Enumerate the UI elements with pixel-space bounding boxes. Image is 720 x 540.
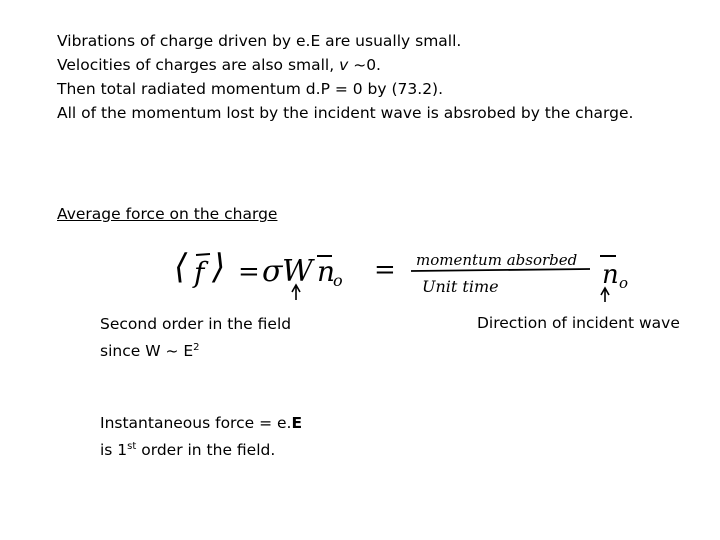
formula-numerator: momentum absorbed [416, 251, 578, 269]
instantaneous-line-1: Instantaneous force = e.E [100, 414, 303, 432]
second-order-note [100, 312, 291, 363]
direction-note: Direction of incident wave [477, 314, 680, 332]
second-order-line-2: since W ~ $E^2$ [100, 342, 200, 361]
second-order-line-1: Second order in the field [100, 315, 292, 333]
formula-angle-open: ⟨ [174, 247, 188, 287]
formula-fbar [196, 254, 210, 255]
formula-sigma: σ [262, 254, 283, 289]
intro-line-4: All of the momentum lost by the incident wave is absrobed by the charge. [57, 104, 634, 122]
formula-rhs-n-sub: o [619, 274, 629, 292]
handwritten-formula [170, 238, 660, 308]
formula-rhs-n: n [602, 260, 619, 290]
formula-svg [170, 238, 660, 308]
intro-line-2-pre: Velocities of charges are also small, [57, 56, 340, 74]
arrow-up-icon [601, 288, 609, 302]
intro-line-2-post: ~0. [348, 56, 381, 74]
formula-n0: n [317, 255, 336, 288]
instantaneous-note [100, 411, 302, 462]
intro-text [57, 31, 633, 127]
section-heading: Average force on the charge [57, 205, 278, 223]
formula-angle-close: ⟩ [212, 247, 226, 287]
intro-line-2 [57, 55, 633, 79]
formula-W: W [282, 254, 313, 289]
intro-line-3: Then total radiated momentum d.P = 0 by (73.2). [57, 80, 444, 98]
velocity-variable: v [339, 56, 349, 74]
instantaneous-line-2: is 1st order in the field. [100, 441, 276, 460]
formula-f: f [194, 256, 205, 289]
formula-fraction-bar [411, 269, 590, 271]
intro-line-1: Vibrations of charge driven by e.E are usually small. [57, 32, 462, 50]
formula-equals-2: = [374, 255, 396, 285]
formula-n0-sub: o [333, 271, 343, 290]
formula-equals-1: = [238, 257, 260, 287]
formula-denominator: Unit time [422, 277, 499, 296]
